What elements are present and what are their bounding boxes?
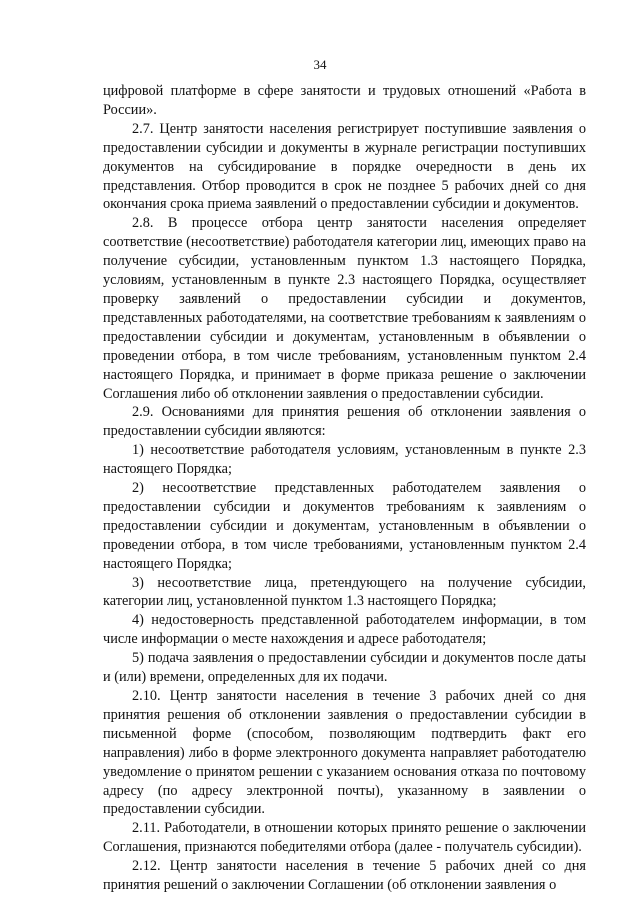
document-body — [103, 82, 586, 895]
list-item-2: 2) несоответствие представленных работодателем заявления о предоставлении субсидии и документов требованиям к заявлениям о предоставлении субсидии и документам, установленным в объявлении о проведении отбора, в том числе требованиями, установленным пунктом 2.4 настоящего Порядка; — [103, 480, 586, 572]
paragraph-2-9: 2.9. Основаниями для принятия решения об отклонении заявления о предоставлении субсидии являются: — [103, 404, 586, 440]
list-item-4: 4) недостоверность представленной работодателем информации, в том числе информации о месте нахождения и адресе работодателя; — [103, 612, 586, 648]
paragraph-2-8: 2.8. В процессе отбора центр занятости населения определяет соответствие (несоответствие) работодателя категории лиц, имеющих право на получение субсидии, установленным пунктом 1.3 настоящего Порядка, условиям, установленным в пункте 2.3 настоящего Порядка, осуществляет проверку заявлений о предоставлении субсидии и документов, представленных работодателями, на соответствие требованиям к заявлениям о предоставлении субсидии и документам, установленным в объявлении о проведении отбора, в том числе требованиям, установленным пунктом 2.4 настоящего Порядка, и принимает в форме приказа решение о заключении Соглашения либо об отклонении заявления о предоставлении субсидии. — [103, 215, 586, 402]
paragraph-2-10: 2.10. Центр занятости населения в течение 3 рабочих дней со дня принятия решения об отклонении заявления о предоставлении субсидии в письменной форме (способом, позволяющим подтвердить факт его направления) либо в форме электронного документа направляет работодателю уведомление о принятом решении с указанием основания отказа по почтовому адресу (по адресу электронной почты), указанному в заявлении о предоставлении субсидии. — [103, 688, 586, 818]
paragraph-continuation: цифровой платформе в сфере занятости и трудовых отношений «Работа в России». — [103, 83, 586, 118]
paragraph-2-11: 2.11. Работодатели, в отношении которых принято решение о заключении Соглашения, признаются победителями отбора (далее - получатель субсидии). — [103, 820, 586, 856]
paragraph-2-7: 2.7. Центр занятости населения регистрирует поступившие заявления о предоставлении субсидии и документы в журнале регистрации поступивших документов на субсидирование в порядке очередности в день их представления. Отбор проводится в срок не позднее 5 рабочих дней со дня окончания срока приема заявлений о предоставлении субсидии и документов. — [103, 120, 586, 213]
list-item-5: 5) подача заявления о предоставлении субсидии и документов после даты и (или) времени, определенных для их подачи. — [103, 650, 586, 686]
list-item-1: 1) несоответствие работодателя условиям, установленным в пункте 2.3 настоящего Порядка; — [103, 442, 586, 478]
page-number: 34 — [313, 57, 327, 72]
list-item-3: 3) несоответствие лица, претендующего на получение субсидии, категории лиц, установленной пунктом 1.3 настоящего Порядка; — [103, 574, 586, 610]
paragraph-2-12: 2.12. Центр занятости населения в течение 5 рабочих дней со дня принятия решений о заключении Соглашении (об отклонении заявления о — [103, 858, 586, 894]
